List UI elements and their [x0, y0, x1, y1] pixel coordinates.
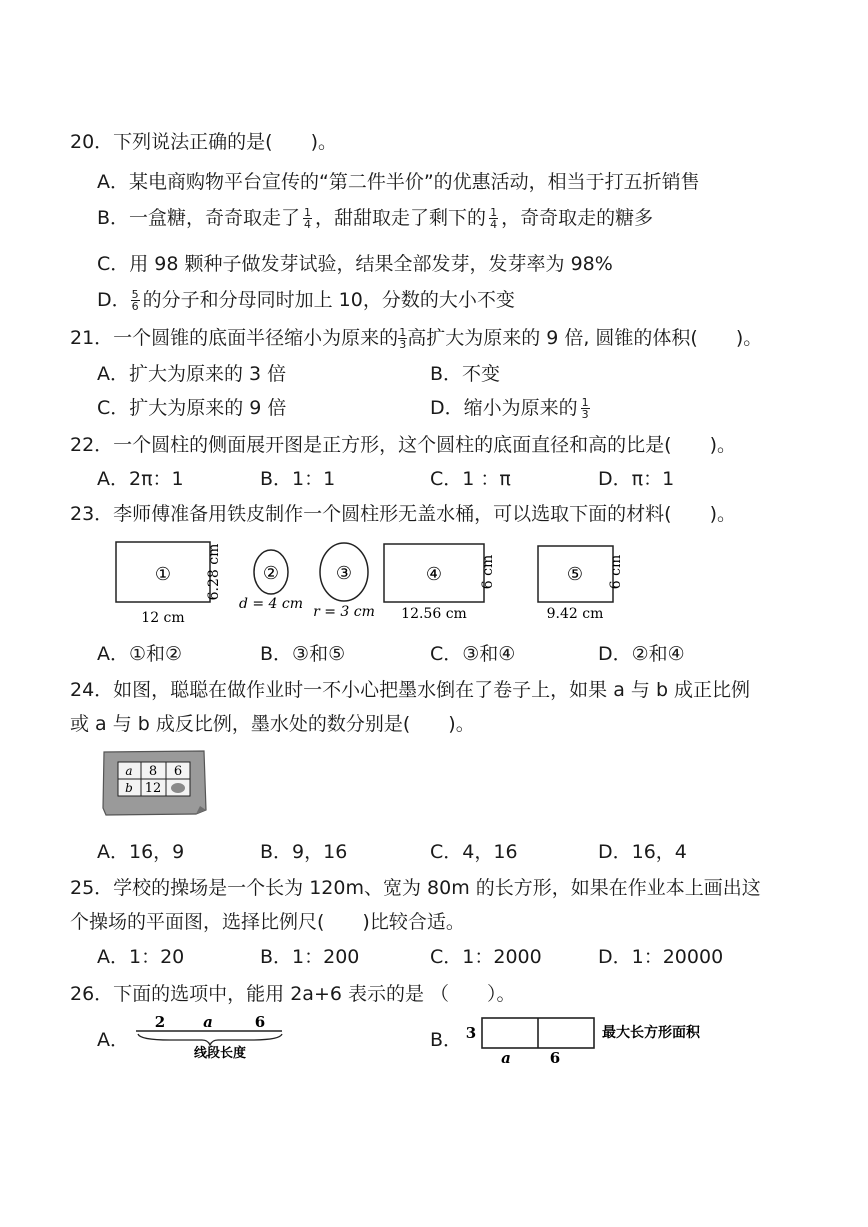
q24-option-d: D．16，4: [598, 841, 687, 863]
q25-option-d: D．1：20000: [598, 946, 724, 968]
q21-option-d: D．缩小为原来的 $\frac{1}{3}$: [430, 396, 589, 421]
q20-b-fraction-2: $\frac{1}{4}$: [490, 206, 498, 231]
table-cell-6: 6: [173, 764, 183, 779]
q23-materials-figure: [108, 536, 638, 628]
q23-stem: 23．李师傅准备用铁皮制作一个圆柱形无盖水桶，可以选取下面的材料( )。: [70, 503, 737, 525]
q22-stem: 22．一个圆柱的侧面展开图是正方形，这个圆柱的底面直径和高的比是( )。: [70, 434, 737, 456]
material-1-height: 6.28 cm: [206, 543, 222, 601]
q22-option-a: A．2π：1: [97, 468, 184, 490]
table-cell-12: 12: [144, 781, 162, 796]
q25-option-a: A．1：20: [97, 946, 185, 968]
q23-option-d: D．②和④: [598, 643, 685, 665]
q22-option-b: B．1：1: [260, 468, 336, 490]
table-cell-a: a: [125, 764, 133, 778]
material-1-label: ①: [154, 564, 172, 585]
q20-stem: 20．下列说法正确的是( )。: [70, 131, 338, 153]
q21-stem: 21．一个圆锥的底面半径缩小为原来的 $\frac{1}{3}$ 高扩大为原来的 9 倍, 圆锥的体积( )。: [70, 326, 763, 351]
q26-a-segment-figure: [130, 1010, 290, 1062]
material-4-height: 6 cm: [480, 554, 496, 590]
q20-option-b: B．一盒糖，奇奇取走了 $\frac{1}{4}$ ，甜甜取走了剩下的 $\frac{1}{4}$ ，奇奇取走的糖多: [97, 206, 654, 231]
segment-label-2: 2: [154, 1013, 166, 1031]
q21-option-a: A．扩大为原来的 3 倍: [97, 363, 287, 385]
material-4-width: 12.56 cm: [401, 606, 467, 622]
q25-stem-line-2: 个操场的平面图，选择比例尺( )比较合适。: [70, 911, 465, 933]
q25-option-b: B．1：200: [260, 946, 360, 968]
ink-blot-icon: [171, 783, 185, 793]
q23-option-b: B．③和⑤: [260, 643, 346, 665]
material-3-radius: r = 3 cm: [313, 604, 375, 620]
rect-caption: 最大长方形面积: [602, 1025, 700, 1041]
q20-option-d: D． $\frac{5}{6}$ 的分子和分母同时加上 10，分数的大小不变: [97, 288, 515, 313]
segment-caption: 线段长度: [193, 1046, 247, 1061]
q26-stem: 26．下面的选项中，能用 2a+6 表示的是 （ ）。: [70, 983, 516, 1005]
q23-option-a: A．①和②: [97, 643, 183, 665]
material-3-label: ③: [335, 563, 353, 584]
q24-stem-line-2: 或 a 与 b 成反比例，墨水处的数分别是( )。: [70, 713, 475, 735]
q26-b-rectangle-figure: [462, 1012, 752, 1064]
q25-option-c: C．1：2000: [430, 946, 542, 968]
rect-width-a: a: [501, 1049, 511, 1064]
q22-option-c: C．1 ：π: [430, 468, 511, 490]
q25-stem-line-1: 25．学校的操场是一个长为 120m、宽为 80m 的长方形，如果在作业本上画出这: [70, 877, 761, 899]
q24-option-c: C．4，16: [430, 841, 518, 863]
material-5-label: ⑤: [566, 564, 584, 585]
q21-d-fraction: $\frac{1}{3}$: [581, 396, 589, 421]
q24-ink-stained-paper: [100, 748, 210, 818]
table-cell-b: b: [125, 781, 133, 795]
segment-label-6: 6: [254, 1013, 266, 1031]
q20-d-fraction: $\frac{5}{6}$: [131, 288, 139, 313]
q26-option-a: A．: [97, 1029, 129, 1051]
rect-height-label: 3: [465, 1024, 477, 1042]
material-5-height: 6 cm: [608, 554, 624, 590]
q21-option-b: B．不变: [430, 363, 501, 385]
q21-stem-fraction: $\frac{1}{3}$: [399, 326, 407, 351]
q24-stem-line-1: 24．如图，聪聪在做作业时一不小心把墨水倒在了卷子上，如果 a 与 b 成正比例: [70, 679, 751, 701]
q23-option-c: C．③和④: [430, 643, 516, 665]
q20-b-fraction-1: $\frac{1}{4}$: [304, 206, 312, 231]
material-2-label: ②: [262, 563, 280, 584]
segment-label-a: a: [203, 1013, 213, 1031]
material-1-width: 12 cm: [141, 610, 185, 626]
table-cell-8: 8: [148, 764, 158, 779]
q26-option-b: B．: [430, 1029, 463, 1051]
q22-option-d: D．π：1: [598, 468, 675, 490]
rect-width-6: 6: [549, 1049, 561, 1064]
q20-option-a: A．某电商购物平台宣传的“第二件半价”的优惠活动，相当于打五折销售: [97, 171, 700, 193]
material-2-diameter: d = 4 cm: [238, 596, 304, 612]
material-4-label: ④: [425, 564, 443, 585]
q24-option-b: B．9，16: [260, 841, 348, 863]
q24-option-a: A．16，9: [97, 841, 185, 863]
q20-option-c: C．用 98 颗种子做发芽试验，结果全部发芽，发芽率为 98%: [97, 253, 613, 275]
material-5-width: 9.42 cm: [546, 606, 604, 622]
q21-option-c: C．扩大为原来的 9 倍: [97, 397, 287, 419]
